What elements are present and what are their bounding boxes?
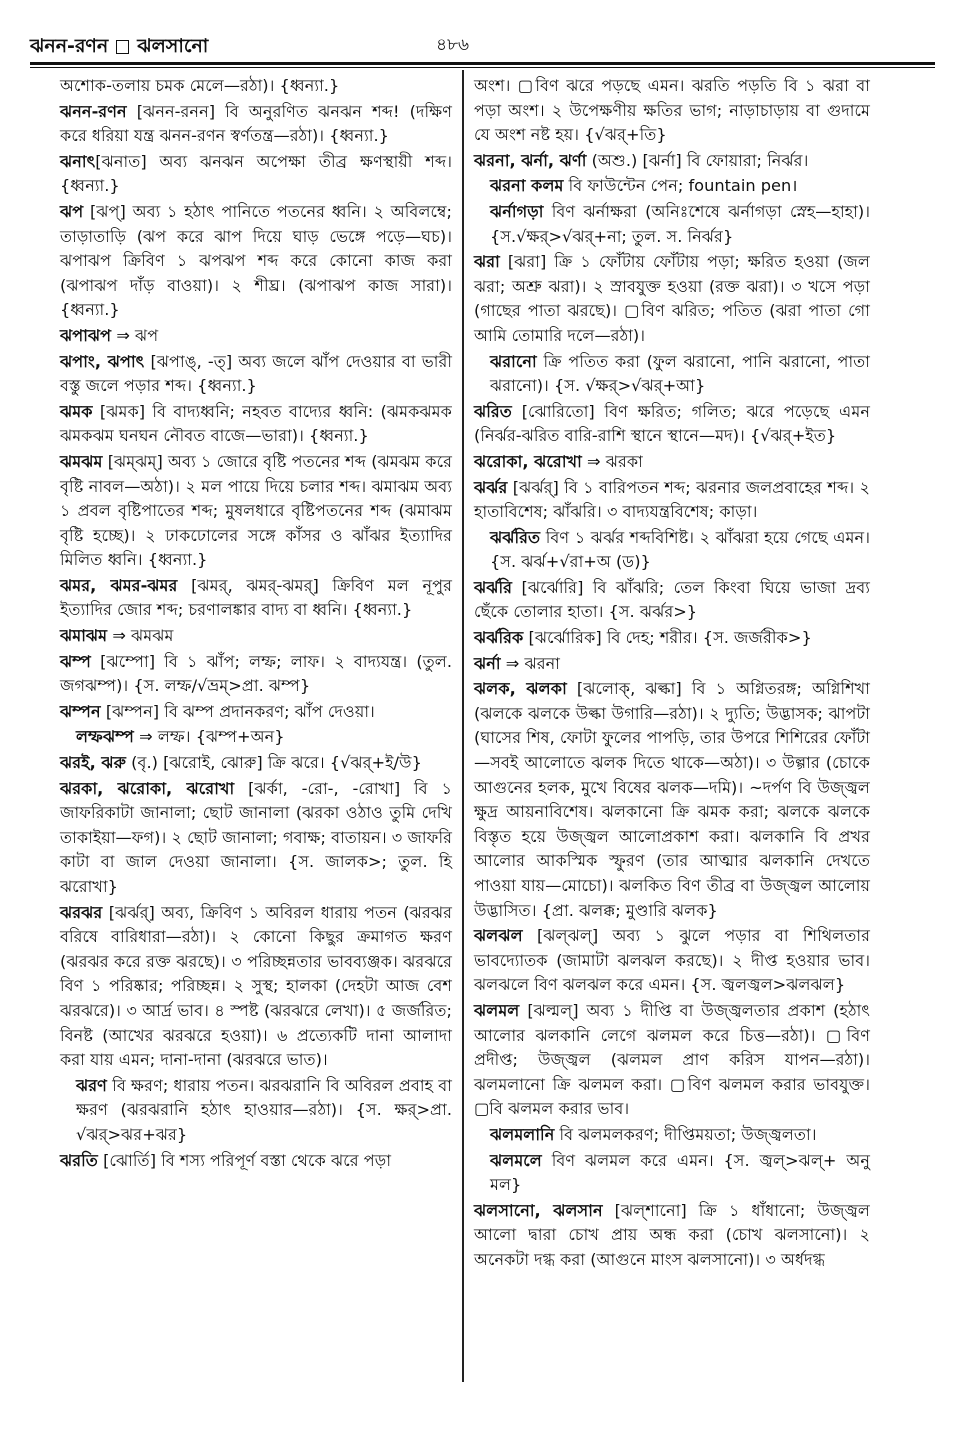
definition-text: [ঝল্মল্] অব্য ১ দীপ্তি বা উজ্জ্বলতার প্রকাশ (হঠাৎ আলোর ঝলকানি লেগে ঝলমল করে চিত্ত—রঠা)। ▢বিণ প্রদীপ্ত; উজ্জ্বল (ঝলমল প্রাণ করিস যাপন—রঠা)। ঝলমলানো ক্রি ঝলমল করা। ▢বিণ ঝলমল করার ভাবযুক্ত। ▢বি ঝলমল করার ভাব। xyxy=(474,1000,870,1119)
headword: ঝলসানো, ঝলসান xyxy=(474,1200,603,1220)
definition-text: ⇒ ঝমঝম xyxy=(107,626,174,646)
dictionary-entry xyxy=(474,174,870,199)
headword: ঝমক xyxy=(60,401,93,421)
dictionary-entry xyxy=(60,324,452,349)
headword: ঝলমলানি xyxy=(490,1124,555,1144)
definition-text: ⇒ লম্ফ। {ঝম্প+অন} xyxy=(133,727,285,747)
definition-text: [ঝলোক্, ঝল্কা] বি ১ অগ্নিতরঙ্গ; অগ্নিশিখা (ঝলকে ঝলকে উল্কা উগারি—রঠা)। ২ দ্যুতি; উদ্ভাসক; ঝাপটা (ঘাসের শিষ, ফোটা ফুলের পাপড়ি, তার উপরে শিশিরের ফোঁটা—সবই আলোতে ঝলক দিতে থাকে—অঠা)। ৩ উল্গার (চোকে আগুনের হলক, মুখে বিষের ঝলক—দমি)। ~দর্পণ বি উজ্জ্বল ক্ষুদ্র আয়নাবিশেষ। ঝলকানো ক্রি ঝমক করা; ঝলকে ঝলকে বিস্তৃত হয়ে উজ্জ্বল আলোপ্রকাশ করা। ঝলকানি বি প্রখর আলোর আকস্মিক স্ফুরণ (তার আত্মার ঝলকানি দেখতে পাওয়া যায়—মোচো)। ঝলকিত বিণ তীব্র বা উজ্জ্বল আলোয় উদ্ভাসিত। {প্রা. ঝলক্ক; মুণ্ডারি ঝলক} xyxy=(474,679,870,920)
headword: ঝরা xyxy=(474,252,500,272)
headword: ঝরোকা, ঝরোখা xyxy=(474,451,582,471)
headword: ঝরঝর xyxy=(60,902,103,922)
definition-text: [ঝোর্তি] বি শস্য পরিপূর্ণ বস্তা থেকে ঝরে পড়া xyxy=(97,1150,392,1170)
headword: ঝনন-রণন xyxy=(60,101,127,121)
dictionary-entry xyxy=(474,1199,870,1273)
dictionary-entry xyxy=(474,450,870,475)
definition-text: বি ক্ষরণ; ধারায় পতন। ঝরঝরানি বি অবিরল প্রবাহ বা ক্ষরণ (ঝরঝরানি হঠাৎ হাওয়ার—রঠা)। {স. ক্ষর্>প্রা. √ঝর্>ঝর+ঝর} xyxy=(76,1075,452,1144)
headword: ঝরণ xyxy=(76,1075,107,1095)
headword: ঝরকা, ঝরোকা, ঝরোখা xyxy=(60,778,235,798)
definition-text: [ঝল্ঝল্] অব্য ১ ঝুলে পড়ার বা শিথিলতার ভাবদ্যোতক (জামাটা ঝলঝল করছে)। ২ দীপ্ত হওয়ার ভাব। ঝলঝলে বিণ ঝলঝল করে এমন। {স. জ্বলজ্বল>ঝলঝল} xyxy=(474,926,870,995)
dictionary-entry xyxy=(474,626,870,651)
page-number: ৪৮৬ xyxy=(436,35,470,55)
headword: ঝর্ঝরিক xyxy=(474,628,524,648)
dictionary-entry xyxy=(60,700,452,725)
guide-words xyxy=(30,32,208,64)
dictionary-entry xyxy=(474,652,870,677)
headword: লম্ফঝম্প xyxy=(76,727,134,747)
headword: ঝলঝল xyxy=(474,926,523,946)
dictionary-entry xyxy=(60,1074,452,1148)
column-divider xyxy=(462,70,464,1382)
headword: ঝনাৎ xyxy=(60,151,96,171)
dictionary-entry xyxy=(60,150,452,199)
headword: ঝমঝম xyxy=(60,451,103,471)
definition-text: ক্রি পতিত করা (ফুল ঝরানো, পানি ঝরানো, পাতা ঝরানো)। {স. √ক্ষর্>√ঝর্+আ} xyxy=(490,351,870,396)
definition-text: [ঝনন-রনন] বি অনুরণিত ঝনঝন শব্দ! (দক্ষিণ করে ধরিয়া যন্ত্র ঝনন-রণন স্বর্ণতন্ত্র—রঠা)। {ধ্বন্যা.} xyxy=(60,101,452,146)
headword: ঝপাঝপ xyxy=(60,325,112,345)
headword: ঝলমল xyxy=(474,1000,520,1020)
definition-text: (বৃ.) [ঝরোই, ঝোরু] ক্রি ঝরে। {√ঝর্+ই/উ} xyxy=(126,753,422,773)
definition-text: [ঝর্ঝর্] অব্য, ক্রিবিণ ১ অবিরল ধারায় পতন (ঝরঝর বরিষে বারিধারা—রঠা)। ২ কোনো কিছুর ক্রমাগত ক্ষরণ (ঝরঝর করে রক্ত ঝরছে)। ৩ পরিচ্ছন্নতার ভাবব্যঞ্জক। ঝরঝরে বিণ ১ পরিষ্কার; পরিচ্ছন্ন। ২ সুস্থ; হালকা (দেহটা আজ বেশ ঝরঝরে)। ৩ আর্দ্র ভাব। ৪ স্পষ্ট (ঝরঝরে লেখা)। ৫ জর্জরিত; বিনষ্ট (আখের ঝরঝরে হওয়া)। ৬ প্রত্যেকটি দানা আলাদা করা যায় এমন; দানা-দানা (ঝরঝরে ভাত)। xyxy=(60,902,452,1070)
guide-word-end: ঝলসানো xyxy=(137,35,209,57)
definition-text: [ঝম্পো] বি ১ ঝাঁপ; লম্ফ; লাফ। ২ বাদ্যযন্ত্র। (তুল. জগঝম্প)। {স. লম্ফ/√ভ্রম্>প্রা. ঝম্প} xyxy=(60,651,452,696)
dictionary-entry xyxy=(60,350,452,399)
dictionary-entry xyxy=(474,677,870,923)
definition-text: বিণ ঝলমল করে এমন। {স. জ্বল্>ঝল্+ অনু মল} xyxy=(490,1150,870,1195)
dictionary-entry xyxy=(474,999,870,1122)
dictionary-entry xyxy=(60,650,452,699)
dictionary-entry xyxy=(60,777,452,900)
definition-text: [ঝল্শানো] ক্রি ১ ধাঁধানো; উজ্জ্বল আলো দ্বারা চোখ প্রায় অন্ধ করা (চোখ ঝলসানো)। ২ অনেকটা দগ্ধ করা (আগুনে মাংস ঝলসানো)। ৩ অর্ধদগ্ধ xyxy=(474,1200,870,1269)
definition-text: [ঝপ্] অব্য ১ হঠাৎ পানিতে পতনের ধ্বনি। ২ অবিলম্বে; তাড়াতাড়ি (ঝপ করে ঝাপ দিয়ে ঘাড় ভেঙ্গে পড়ে—ঘচ)। ঝপাঝপ ক্রিবিণ ১ ঝপঝপ শব্দ করে কোনো কাজ করা (ঝপাঝপ দাঁড় বাওয়া)। ২ শীঘ্র। (ঝপাঝপ কাজ সারা)। {ধ্বন্যা.} xyxy=(60,201,452,320)
dictionary-entry xyxy=(60,450,452,573)
header-rule-thin xyxy=(30,67,935,68)
headword: ঝরতি xyxy=(60,1150,98,1170)
definition-text: [ঝর্ঝর্] বি ১ বারিপতন শব্দ; ঝরনার জলপ্রবাহের শব্দ। ২ হাতাবিশেষ; ঝাঁঝরি। ৩ বাদ্যযন্ত্রবিশেষ; কাড়া। xyxy=(474,477,870,522)
dictionary-entry xyxy=(60,200,452,323)
definition-text: বি ফাউন্টেন পেন; fountain pen। xyxy=(563,176,798,196)
dictionary-entry xyxy=(60,624,452,649)
definition-text: [ঝমর্, ঝমর্-ঝমর্] ক্রিবিণ মল নূপুর ইত্যাদির জোর শব্দ; চরণালঙ্কার বাদ্য বা ধ্বনি। {ধ্বন্যা.} xyxy=(60,575,452,620)
headword: ঝম্পন xyxy=(60,701,101,721)
headword: ঝর্ঝরি xyxy=(474,577,513,597)
dictionary-entry xyxy=(474,350,870,399)
definition-text: [ঝপাঙ্, -ত্] অব্য জলে ঝাঁপ দেওয়ার বা ভারী বস্তু জলে পড়ার শব্দ। {ধ্বন্যা.} xyxy=(60,351,452,396)
definition-text: ⇒ ঝরকা xyxy=(581,451,643,471)
page-header xyxy=(30,32,935,60)
dictionary-entry xyxy=(60,400,452,449)
headword: ঝম্প xyxy=(60,651,92,671)
definition-text: [ঝর্ঝোরি] বি ঝাঁঝরি; তেল কিংবা ঘিয়ে ভাজা দ্রব্য ছেঁকে তোলার হাতা। {স. ঝর্ঝর>} xyxy=(474,577,870,622)
definition-text: ⇒ ঝপ xyxy=(111,325,159,345)
dictionary-entry xyxy=(474,250,870,348)
definition-text: [ঝনাত] অব্য ঝনঝন অপেক্ষা তীব্র ক্ষণস্থায়ী শব্দ। {ধ্বন্যা.} xyxy=(60,151,452,196)
headword: ঝরনা কলম xyxy=(490,176,564,196)
headword: ঝপ xyxy=(60,201,84,221)
headword: ঝপাং, ঝপাৎ xyxy=(60,351,145,371)
headword: ঝরনা, ঝর্না, ঝর্ণা xyxy=(474,150,587,170)
dictionary-entry xyxy=(60,901,452,1073)
dictionary-entry xyxy=(60,725,452,750)
guide-word-start: ঝনন-রণন xyxy=(30,35,109,57)
definition-text: বি ঝলমলকরণ; দীপ্তিময়তা; উজ্জ্বলতা। xyxy=(554,1124,817,1144)
definition-text: [ঝম্পন] বি ঝম্প প্রদানকরণ; ঝাঁপ দেওয়া। xyxy=(100,701,375,721)
headword: ঝরই, ঝরু xyxy=(60,753,127,773)
definition-text: অংশ। ▢বিণ ঝরে পড়ছে এমন। ঝরতি পড়তি বি ১ ঝরা বা পড়া অংশ। ২ উপেক্ষণীয় ক্ষতির ভাগ; নাড়াচাড়ায় বা গুদামে যে অংশ নষ্ট হয়। {√ঝর্+তি} xyxy=(474,76,870,145)
dictionary-entry xyxy=(474,149,870,174)
dictionary-entry xyxy=(474,400,870,449)
definition-text: [ঝমক] বি বাদ্যধ্বনি; নহবত বাদ্যের ধ্বনি: (ঝমকঝমক ঝমকঝম ঘনঘন নৌবত বাজে—ভারা)। {ধ্বন্যা.} xyxy=(60,401,452,446)
definition-text: (অশু.) [ঝর্না] বি ফোয়ারা; নির্ঝর। xyxy=(586,150,809,170)
definition-text: অশোক-তলায় চমক মেলে—রঠা)। {ধ্বন্যা.} xyxy=(60,76,340,95)
dictionary-entry xyxy=(474,1149,870,1198)
dictionary-entry xyxy=(474,74,870,148)
right-column xyxy=(474,74,870,1274)
guide-separator-box xyxy=(116,40,129,54)
headword: ঝমাঝম xyxy=(60,626,108,646)
definition-text: [ঝম্ঝম্] অব্য ১ জোরে বৃষ্টি পতনের শব্দ (ঝমঝম করে বৃষ্টি নাবল—অঠা)। ২ মল পায়ে দিয়ে চলার শব্দ। ঝমাঝম অব্য ১ প্রবল বৃষ্টিপাতের শব্দ; মুষলধারে বৃষ্টিপতনের শব্দ (ঝমাঝম বৃষ্টি হচ্ছে)। ২ ঢাকঢোলের সঙ্গে কাঁসর ও ঝাঁঝর ইত্যাদির মিলিত ধ্বনি। {ধ্বন্যা.} xyxy=(60,451,452,570)
headword: ঝলক, ঝলকা xyxy=(474,679,567,699)
definition-text: [ঝর্ঝোরিক] বি দেহ; শরীর। {স. জর্জরীক>} xyxy=(523,628,812,648)
headword: ঝর্ঝর xyxy=(474,477,508,497)
headword: ঝলমলে xyxy=(490,1150,542,1170)
definition-text: [ঝরা] ক্রি ১ ফোঁটায় ফোঁটায় পড়া; ক্ষরিত হওয়া (জল ঝরা; অশ্রু ঝরা)। ২ স্রাবযুক্ত হওয়া (রক্ত ঝরা)। ৩ খসে পড়া (গাছের পাতা ঝরছে)। ▢বিণ ঝরিত; পতিত (ঝরা পাতা গো আমি তোমারি দলে—রঠা)। xyxy=(474,252,870,345)
header-rule-thick xyxy=(30,62,935,65)
headword: ঝমর, ঝমর-ঝমর xyxy=(60,575,178,595)
dictionary-entry xyxy=(60,1149,452,1174)
dictionary-entry xyxy=(474,200,870,249)
definition-text: ⇒ ঝরনা xyxy=(500,653,560,673)
headword: ঝরিত xyxy=(474,401,512,421)
left-column xyxy=(60,74,452,1174)
dictionary-entry xyxy=(474,526,870,575)
definition-text: বিণ ১ ঝর্ঝর শব্দবিশিষ্ট। ২ ঝাঁঝরা হয়ে গেছে এমন। {স. ঝর্ঝ+√রা+অ (ড)} xyxy=(490,527,870,572)
dictionary-entry xyxy=(60,751,452,776)
definition-text: বিণ ঝর্নাক্ষরা (অনিঃশেষে ঝর্নাগড়া স্নেহ—হাহা)। {স.√ক্ষর্>√ঝর্+না; তুল. স. নির্ঝর} xyxy=(490,201,870,246)
headword: ঝরানো xyxy=(490,351,537,371)
headword: ঝর্নাগড়া xyxy=(490,201,544,221)
dictionary-entry xyxy=(474,924,870,998)
dictionary-entry xyxy=(474,576,870,625)
dictionary-entry xyxy=(60,74,452,99)
dictionary-entry xyxy=(60,100,452,149)
dictionary-entry xyxy=(60,574,452,623)
dictionary-entry xyxy=(474,1123,870,1148)
definition-text: [ঝোরিতো] বিণ ক্ষরিত; গলিত; ঝরে পড়েছে এমন (নির্ঝর-ঝরিত বারি-রাশি স্থানে স্থানে—মদ)। {√ঝর্+ইত} xyxy=(474,401,870,446)
dictionary-entry xyxy=(474,476,870,525)
headword: ঝর্ঝরিত xyxy=(490,527,541,547)
definition-text: [ঝর্কা, -রো-, -রোখা] বি ১ জাফরিকাটা জানালা; ছোট জানালা (ঝরকা ওঠাও তুমি দেখি তাকাইয়া—ফগ)। ২ ছোট জানালা; গবাক্ষ; বাতায়ন। ৩ জাফরি কাটা বা জাল দেওয়া জানালা। {স. জালক>; তুল. হি ঝরোখা} xyxy=(60,778,452,896)
headword: ঝর্না xyxy=(474,653,501,673)
